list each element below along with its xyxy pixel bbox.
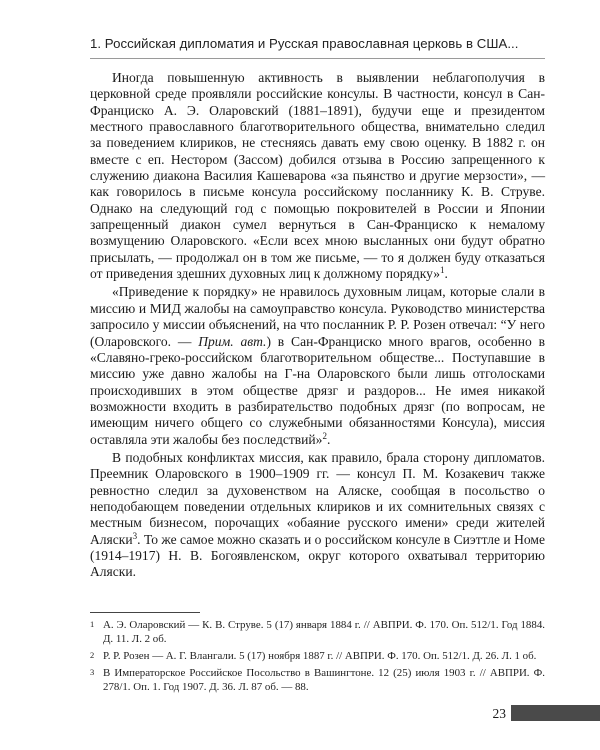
- footnote-number: 1: [90, 619, 95, 629]
- footnote-divider: [90, 612, 200, 613]
- running-header: 1. Российская дипломатия и Русская православная церковь в США...: [90, 36, 519, 51]
- page-edge-tab: [511, 705, 600, 721]
- footnote-ref-3[interactable]: 3: [132, 530, 138, 541]
- footnote-number: 3: [90, 667, 95, 678]
- footnote-text: В Императорское Российское Посольство в Вашингтоне. 12 (25) июля 1903 г. // АВПРИ. Ф. 278/1. Оп. 1. Год 1907. Д. 36. Л. 87 об. — 88.: [103, 667, 545, 694]
- paragraph-2-italic: Прим. авт.: [198, 333, 267, 349]
- footnote-2: [90, 649, 545, 663]
- header-divider: [90, 58, 545, 59]
- paragraph-2-text-a: «Приведение к порядку» не нравилось духовным лицам, которые слали в миссию и МИД жалобы на самоуправство консула. Руководство министерства запросило у миссии объяснений, на что посланник Р. Р. Розен отвечал: “У него (Оларовского. —: [90, 284, 545, 349]
- footnotes: [90, 618, 545, 697]
- footnote-3: [90, 666, 545, 694]
- paragraph-3-text-b: . То же самое можно сказать и о российском консуле в Сиэттле и Номе (1914–1917) Н. В. Богоявленском, округ которого охватывал территорию Аляски.: [90, 531, 545, 580]
- paragraph-1-tail: .: [444, 266, 448, 282]
- main-text: [90, 70, 545, 581]
- paragraph-2-text-b: ) в Сан-Франциско много врагов, особенно в «Славяно-греко-российском благотворительном обществе... Поступавшие в миссию уже давно жалобы на Г-на Оларовского были лишь отголосками происходивших в этом обществе дрязг и раздоров... Не имея никакой возможности входить в разбирательство подобных дрязг (по вопросам, не имеющим ничего общего со служебными обязанностями Консула), миссия оставляла эти жалобы без последствий»: [90, 333, 545, 447]
- footnote-number: 2: [90, 650, 95, 661]
- footnote-1: [90, 618, 545, 646]
- footnote-ref-2[interactable]: 2: [322, 430, 327, 441]
- paragraph-3: [90, 450, 545, 581]
- footnote-ref-1[interactable]: 1: [439, 265, 445, 276]
- page-number: 23: [492, 706, 506, 721]
- paragraph-2: [90, 284, 545, 447]
- paragraph-1-text: Иногда повышенную активность в выявлении неблагополучия в церковной среде проявляли российские консулы. В частности, консул в Сан-Франциско А. Э. Оларовский (1881–1891), будучи еще и президентом местного православного благотворительного общества, внимательно следил за поведением клириков, не стесняясь давать ему свою оценку. В 1882 г. он вместе с еп. Нестором (Зассом) добился отзыва в Россию запрещенного к служению диакона Василия Кашеварова «за пьянство и другие мерзости», — как говорилось в письме консула российскому посланнику К. В. Струве. Однако на следующий год с помощью покровителей в России и Японии запрещенный диакон сумел вернуться в Сан-Франциско к немалому возмущению Оларовского. «Если всех мною высланных они будут обратно присылать, — продолжал он в том же письме, — то я должен буду отказаться от приведения здешних духовных лиц к должному порядку»: [90, 70, 545, 282]
- paragraph-3-text-a: В подобных конфликтах миссия, как правило, брала сторону дипломатов. Преемник Оларовского в 1900–1909 гг. — консул П. М. Козакевич также ревностно следил за духовенством на Аляске, сообщая в посольство о неподобающем поведении отдельных клириков и их сомнительных связях с местным бизнесом, порочащих «обаяние русского имени» среди жителей Аляски: [90, 449, 545, 547]
- footnote-text: Р. Р. Розен — А. Г. Влангали. 5 (17) ноября 1887 г. // АВПРИ. Ф. 170. Оп. 512/1. Д. 26. Л. 1 об.: [103, 650, 537, 663]
- footnote-text: А. Э. Оларовский — К. В. Струве. 5 (17) января 1884 г. // АВПРИ. Ф. 170. Оп. 512/1. Год 1884. Д. 11. Л. 2 об.: [103, 619, 545, 646]
- paragraph-2-tail: .: [326, 431, 331, 447]
- paragraph-1: [90, 70, 545, 282]
